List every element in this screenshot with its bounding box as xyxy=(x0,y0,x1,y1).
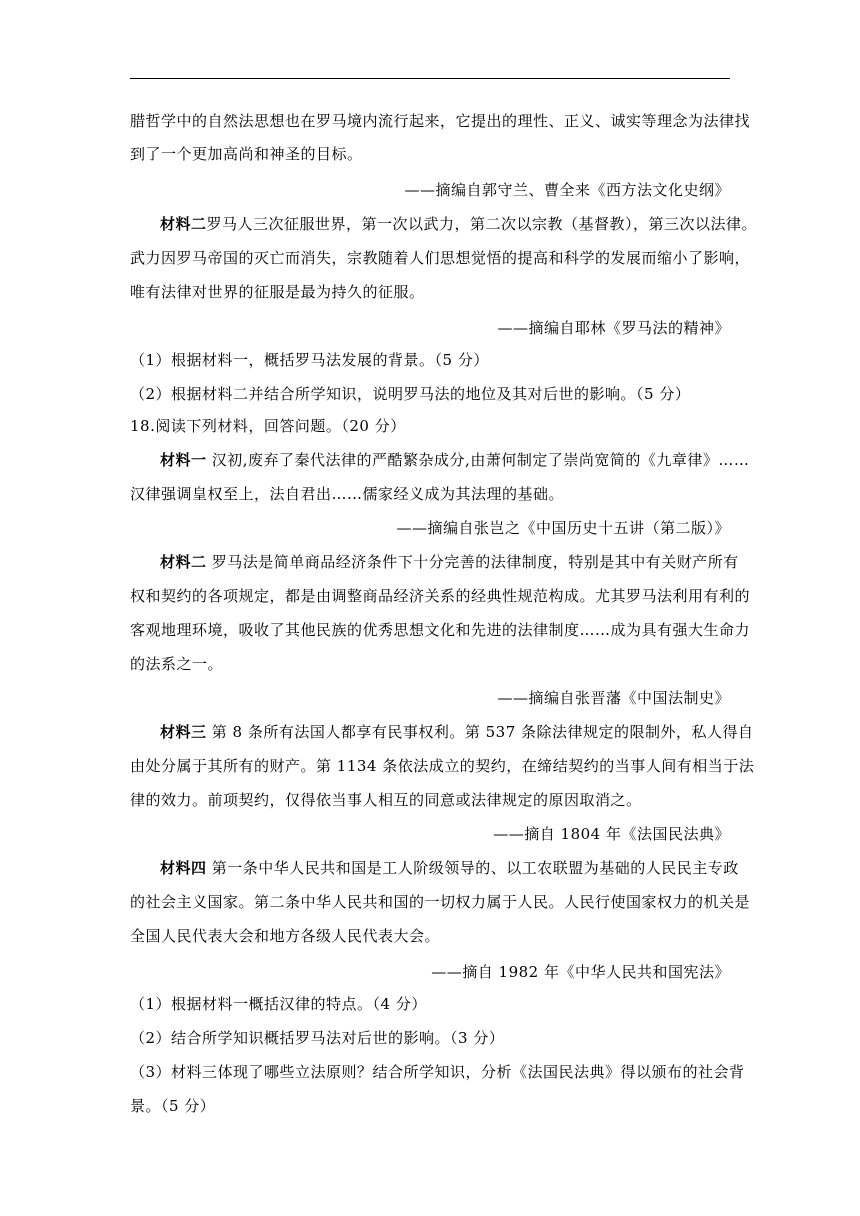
paragraph-line: 律的效力。前项契约，仅得依当事人相互的同意或法律规定的原因取消之。 xyxy=(130,791,642,809)
material-paragraph-start xyxy=(160,450,750,470)
paragraph-line: 由处分属于其所有的财产。第 1134 条依法成立的契约，在缔结契约的当事人间有相当于法 xyxy=(130,757,755,775)
question-item: 景。（5 分） xyxy=(130,1097,216,1115)
material-label: 材料二 xyxy=(160,215,207,233)
paragraph-line: 的法系之一。 xyxy=(130,655,224,673)
question-item: （2）结合所学知识概括罗马法对后世的影响。（3 分） xyxy=(130,1029,505,1047)
question-item: （1）根据材料一，概括罗马法发展的背景。（5 分） xyxy=(130,351,489,369)
material-text: 汉初,废弃了秦代法律的严酷繁杂成分,由萧何制定了崇尚宽简的《九章律》…… xyxy=(206,451,750,469)
paragraph-line: 全国人民代表大会和地方各级人民代表大会。 xyxy=(130,927,441,945)
question-item: （3）材料三体现了哪些立法原则？结合所学知识，分析《法国民法典》得以颁布的社会背 xyxy=(130,1063,745,1081)
question-heading: 18.阅读下列材料，回答问题。（20 分） xyxy=(130,417,406,435)
header-rule xyxy=(130,78,730,79)
question-item: （2）根据材料二并结合所学知识，说明罗马法的地位及其对后世的影响。（5 分） xyxy=(130,385,691,403)
paragraph-line: 的社会主义国家。第二条中华人民共和国的一切权力属于人民。人民行使国家权力的机关是 xyxy=(130,893,751,911)
source-citation: ——摘编自张岂之《中国历史十五讲（第二版）》 xyxy=(396,519,730,537)
question-item: （1）根据材料一概括汉律的特点。（4 分） xyxy=(130,995,427,1013)
source-citation: ——摘编自张晋藩《中国法制史》 xyxy=(497,689,730,707)
material-text: 罗马人三次征服世界，第一次以武力，第二次以宗教（基督教），第三次以法律。 xyxy=(206,215,758,233)
paragraph-line: 权和契约的各项规定，都是由调整商品经济关系的经典性规范构成。尤其罗马法利用有利的 xyxy=(130,587,751,605)
source-citation: ——摘编自耶林《罗马法的精神》 xyxy=(497,319,730,337)
paragraph-line: 唯有法律对世界的征服是最为持久的征服。 xyxy=(130,283,425,301)
paragraph-line: 武力因罗马帝国的灭亡而消失，宗教随着人们思想觉悟的提高和科学的发展而缩小了影响， xyxy=(130,249,751,267)
paragraph-line: 客观地理环境，吸收了其他民族的优秀思想文化和先进的法律制度……成为具有强大生命力 xyxy=(130,621,751,639)
material-text: 第一条中华人民共和国是工人阶级领导的、以工农联盟为基础的人民民主专政 xyxy=(206,859,739,877)
paragraph-line: 腊哲学中的自然法思想也在罗马境内流行起来，它提出的理性、正义、诚实等理念为法律找 xyxy=(130,112,751,130)
material-text: 第 8 条所有法国人都享有民事权利。第 537 条除法律规定的限制外，私人得自 xyxy=(206,723,754,741)
source-citation: ——摘自 1804 年《法国民法典》 xyxy=(493,825,730,843)
material-paragraph-start xyxy=(160,214,758,234)
paragraph-line: 汉律强调皇权至上，法自君出……儒家经义成为其法理的基础。 xyxy=(130,485,565,503)
material-paragraph-start xyxy=(160,858,739,878)
material-label: 材料一 xyxy=(160,451,207,469)
paragraph-line: 到了一个更加高尚和神圣的目标。 xyxy=(130,145,363,163)
material-label: 材料三 xyxy=(160,723,207,741)
material-paragraph-start xyxy=(160,722,754,742)
material-text: 罗马法是简单商品经济条件下十分完善的法律制度，特别是其中有关财产所有 xyxy=(206,553,739,571)
material-label: 材料四 xyxy=(160,859,207,877)
material-label: 材料二 xyxy=(160,553,207,571)
source-citation: ——摘自 1982 年《中华人民共和国宪法》 xyxy=(431,963,730,981)
material-paragraph-start xyxy=(160,552,739,572)
source-citation: ——摘编自郭守兰、曹全来《西方法文化史纲》 xyxy=(404,181,730,199)
